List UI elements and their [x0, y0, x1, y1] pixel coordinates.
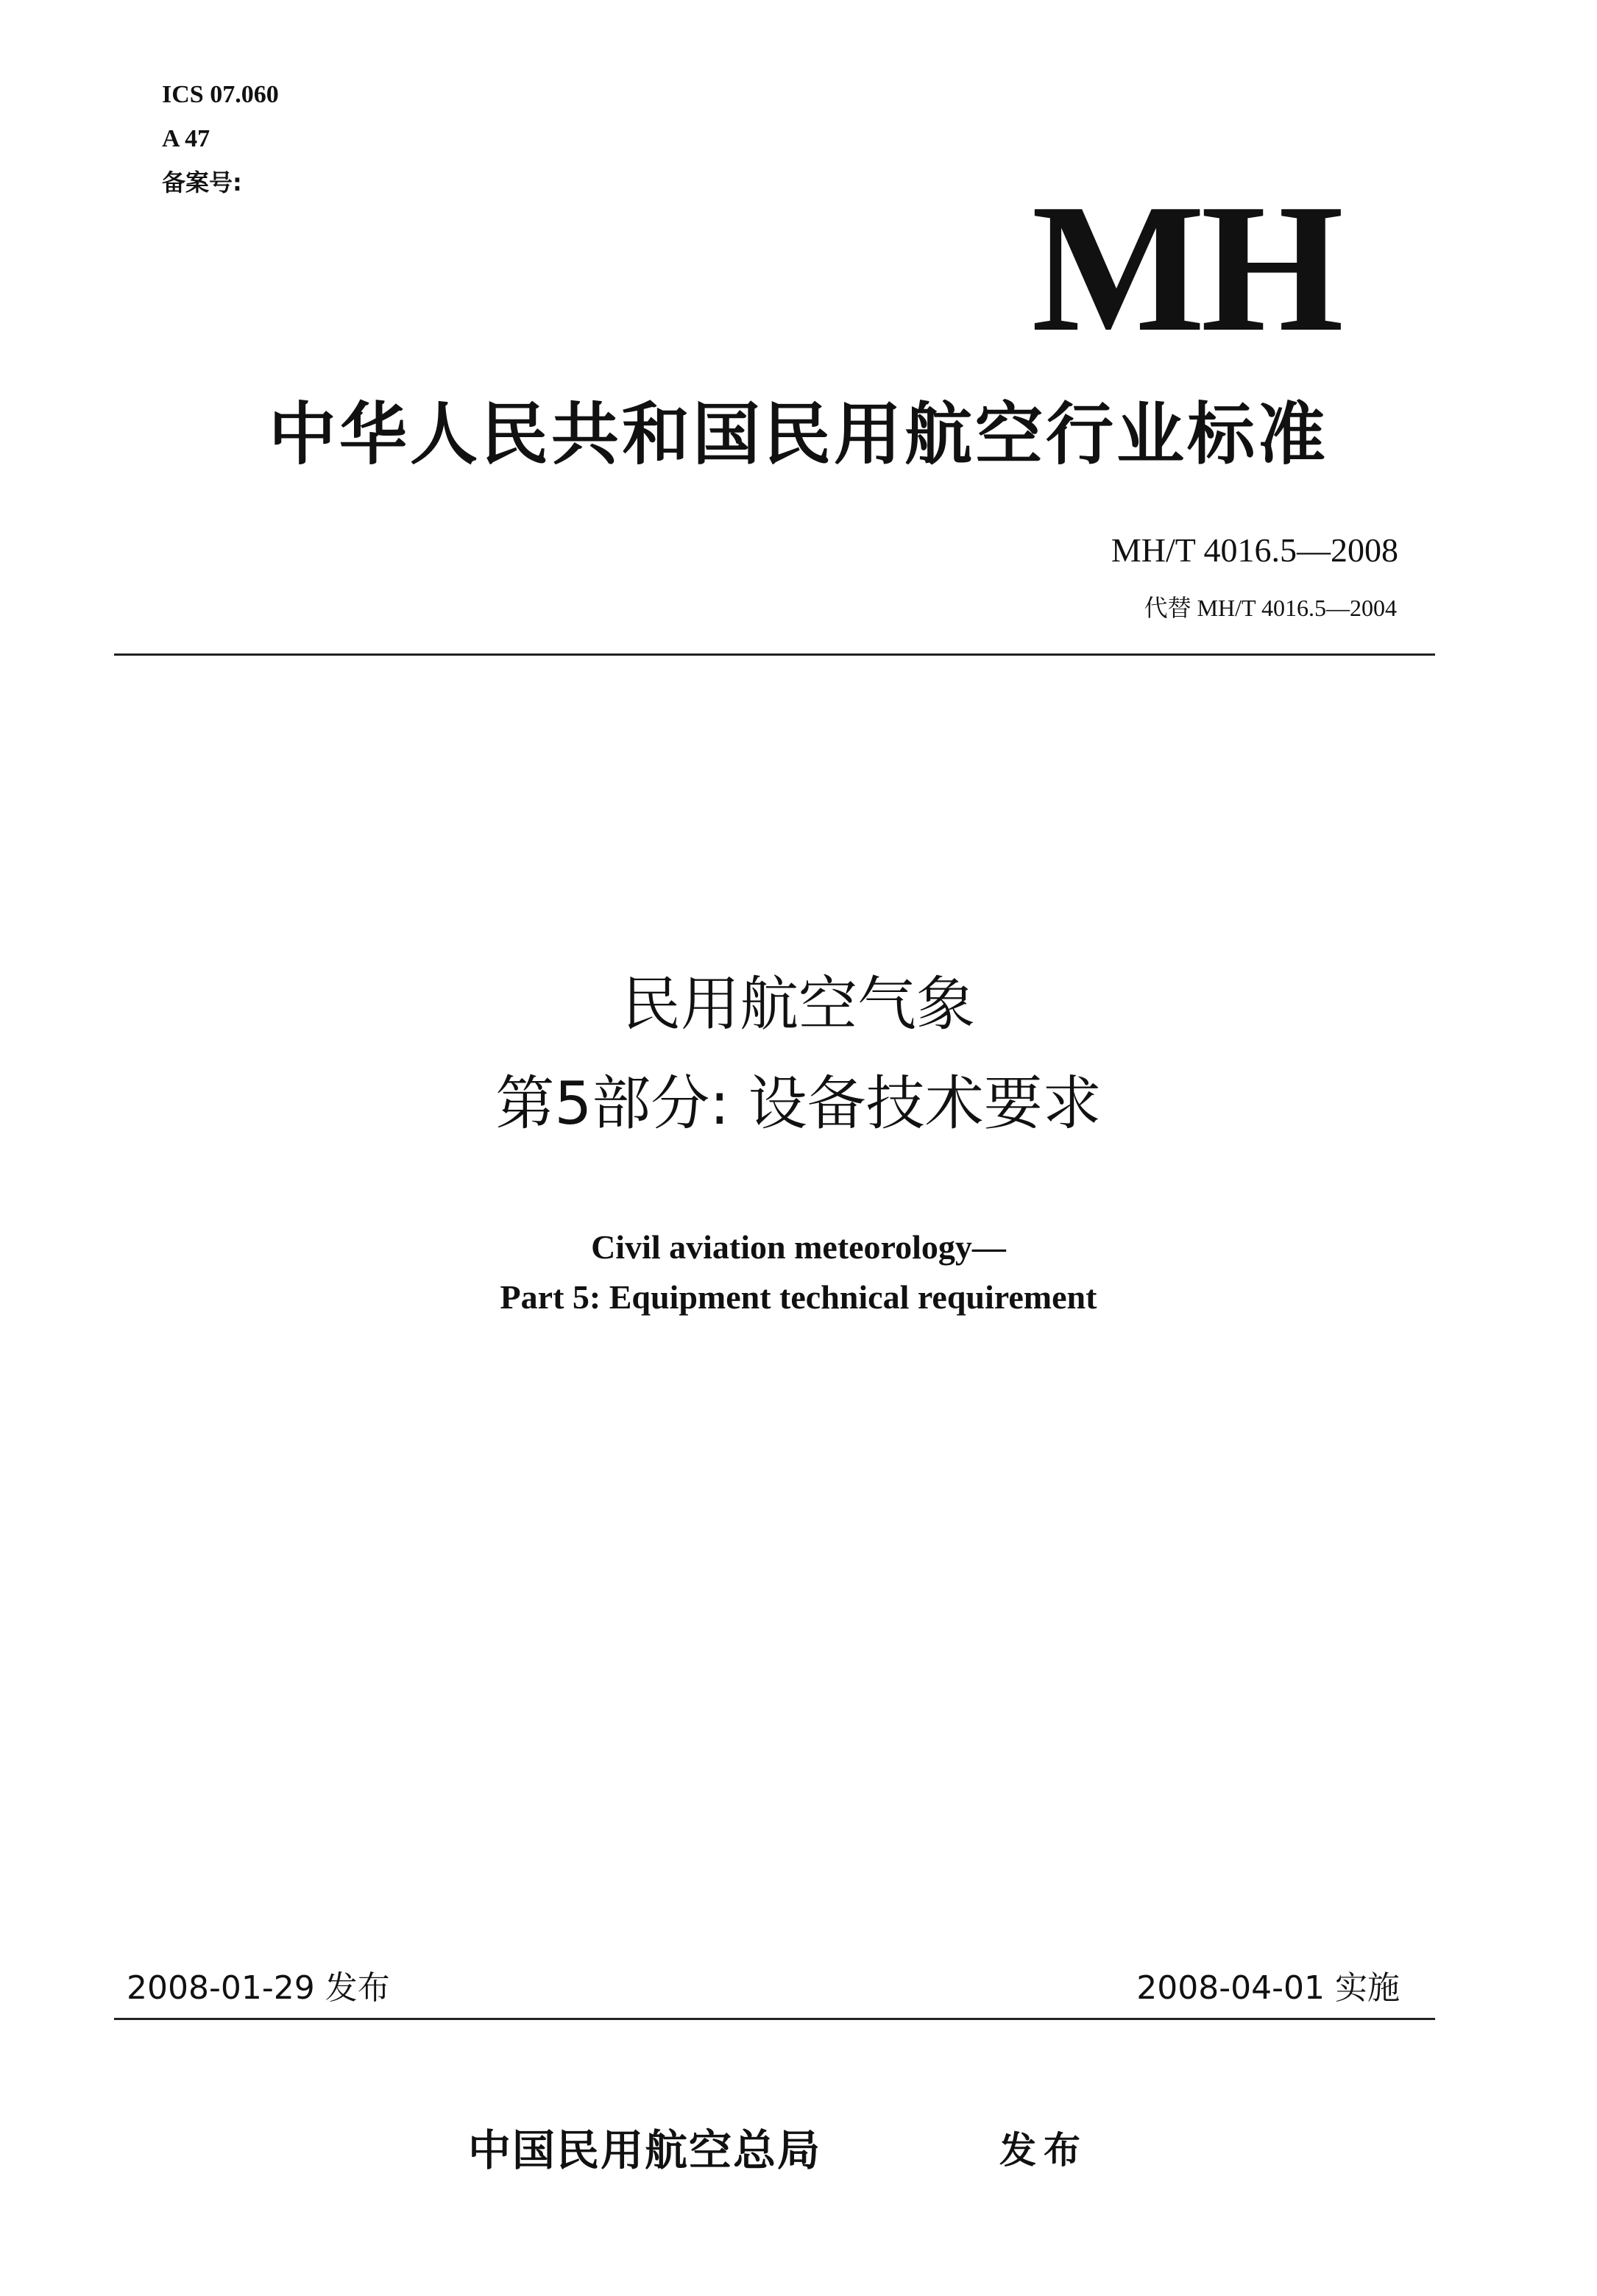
standard-title: 中华人民共和国民用航空行业标准 [268, 395, 1328, 474]
mh-mark: MH [1031, 166, 1339, 370]
issuing-action: 发布 [999, 2129, 1088, 2172]
document-title-cn-line2: 第5部分: 设备技术要求 [495, 1069, 1102, 1138]
effective-date: 2008-04-01 实施 [1136, 1969, 1400, 2007]
document-title-en-line2: Part 5: Equipment technical requirement [500, 1278, 1097, 1316]
document-title-en-line1: Civil aviation meteorology— [591, 1228, 1006, 1266]
category-code: A 47 [162, 125, 210, 152]
issuing-authority: 中国民用航空总局 [468, 2125, 822, 2175]
top-divider [114, 653, 1435, 656]
standard-number: MH/T 4016.5—2008 [1111, 531, 1398, 569]
document-title-cn-line1: 民用航空气象 [622, 970, 975, 1038]
bottom-divider [114, 2018, 1435, 2020]
record-number-label: 备案号: [162, 169, 242, 196]
replaces-standard: 代替 MH/T 4016.5—2004 [1144, 595, 1397, 621]
issue-date: 2008-01-29 发布 [127, 1969, 390, 2007]
ics-code: ICS 07.060 [162, 81, 279, 108]
